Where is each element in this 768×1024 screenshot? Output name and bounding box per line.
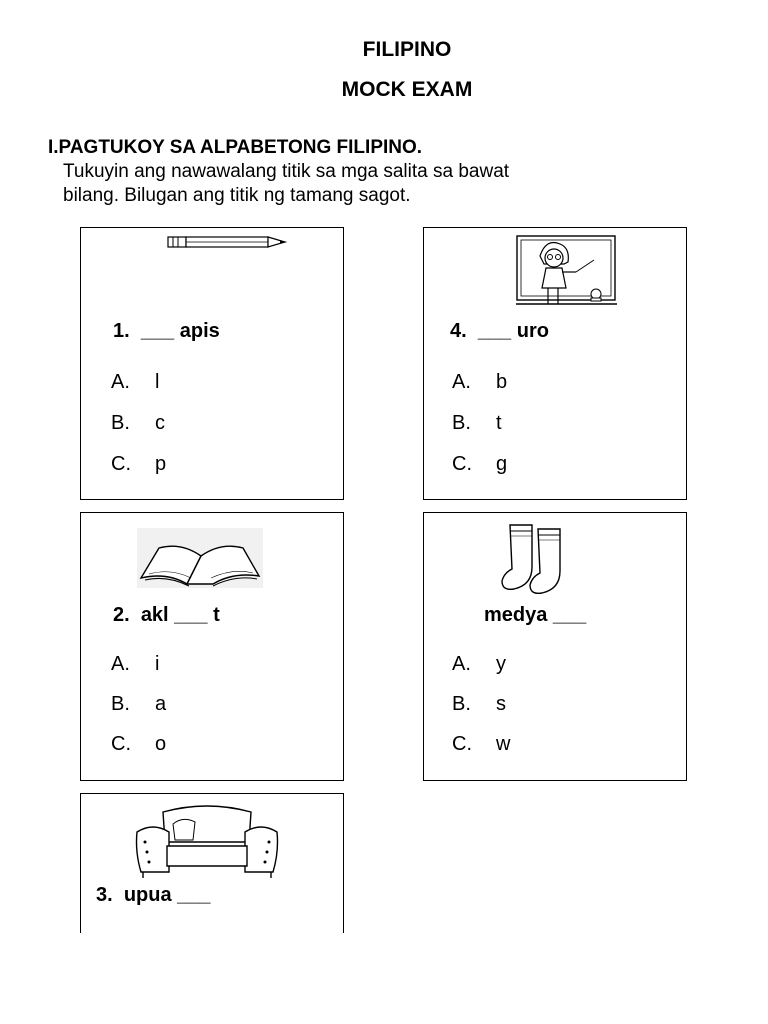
- option-letter: B.: [111, 412, 130, 434]
- question-2-prompt: [113, 604, 220, 627]
- question-1-prompt: [113, 320, 220, 343]
- option-5a[interactable]: [452, 653, 506, 676]
- question-1-word: ___ apis: [140, 320, 220, 342]
- option-letter: A.: [452, 371, 471, 393]
- option-2c[interactable]: [111, 733, 166, 756]
- section-heading: I.PAGTUKOY SA ALPABETONG FILIPINO.: [48, 137, 423, 158]
- option-text: w: [496, 733, 511, 755]
- teacher-icon: [516, 234, 618, 310]
- question-3-word: upua ___: [123, 884, 211, 906]
- option-letter: A.: [111, 653, 130, 675]
- question-3-prompt: [96, 884, 211, 907]
- instruction-line-1: Tukuyin ang nawawalang titik sa mga salita sa bawat: [63, 161, 510, 182]
- option-4a[interactable]: [452, 371, 507, 394]
- question-4-prompt: [450, 320, 549, 343]
- question-3-number: 3.: [96, 884, 113, 906]
- option-text: p: [155, 453, 167, 475]
- armchair-icon: [133, 802, 281, 880]
- option-letter: C.: [452, 453, 472, 475]
- option-text: b: [496, 371, 508, 393]
- option-letter: B.: [452, 693, 471, 715]
- option-text: y: [496, 653, 506, 675]
- question-5-prompt: [484, 604, 586, 627]
- option-1b[interactable]: [111, 412, 165, 435]
- question-4-number: 4.: [450, 320, 467, 342]
- exam-title: FILIPINO: [362, 38, 452, 61]
- option-letter: B.: [452, 412, 471, 434]
- option-2b[interactable]: [111, 693, 166, 716]
- option-text: a: [155, 693, 167, 715]
- option-2a[interactable]: [111, 653, 159, 676]
- option-text: s: [496, 693, 506, 715]
- question-card-4: [423, 227, 687, 500]
- question-2-word: akl ___ t: [140, 604, 220, 626]
- option-letter: C.: [111, 453, 131, 475]
- option-letter: B.: [111, 693, 130, 715]
- socks-icon: [498, 519, 590, 595]
- question-1-number: 1.: [113, 320, 130, 342]
- question-card-2: [80, 512, 344, 781]
- question-2-number: 2.: [113, 604, 130, 626]
- option-text: c: [155, 412, 165, 434]
- pencil-icon: [167, 234, 293, 250]
- question-4-word: ___ uro: [477, 320, 549, 342]
- option-4b[interactable]: [452, 412, 502, 435]
- option-letter: A.: [111, 371, 130, 393]
- option-5c[interactable]: [452, 733, 510, 756]
- option-letter: C.: [452, 733, 472, 755]
- question-card-1: [80, 227, 344, 500]
- question-5-word: medya ___: [484, 604, 587, 626]
- question-card-3: [80, 793, 344, 933]
- instruction-line-2: bilang. Bilugan ang titik ng tamang sagot.: [63, 185, 411, 206]
- option-text: o: [155, 733, 167, 755]
- option-5b[interactable]: [452, 693, 506, 716]
- option-text: t: [496, 412, 502, 434]
- option-letter: A.: [452, 653, 471, 675]
- option-letter: C.: [111, 733, 131, 755]
- question-card-5: [423, 512, 687, 781]
- option-text: l: [155, 371, 160, 393]
- option-1c[interactable]: [111, 453, 166, 476]
- book-icon: [137, 528, 263, 588]
- option-4c[interactable]: [452, 453, 507, 476]
- option-text: i: [155, 653, 160, 675]
- option-text: g: [496, 453, 508, 475]
- exam-subtitle: MOCK EXAM: [341, 78, 473, 101]
- option-1a[interactable]: [111, 371, 159, 394]
